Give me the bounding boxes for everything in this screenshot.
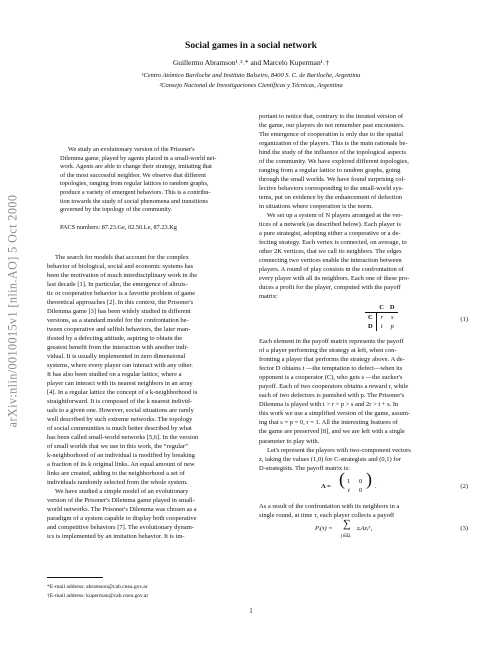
text-line: single round, at time τ, each player collects a payoff [259,511,395,519]
matrix-cell: 0 [359,477,363,485]
equation-3 [259,517,470,544]
text-line: We have studied a simple model of an evolutionary [55,488,189,496]
affiliation-1: ¹Centro Atómico Bariloche and Instituto Balseiro, 8400 S. C. de Bariloche, Argentina [141,72,361,79]
matrix-cell: 1 [347,477,351,485]
equation-number: (3) [460,524,468,532]
payoff-matrix-equation [259,303,470,333]
text-line: parameter to play with. [259,437,320,445]
text-line: duces a profit for the player, computed with the payoff [259,284,401,292]
left-paragraph [47,487,253,541]
abstract [60,146,248,215]
text-line: organization of the players. This is the main rationale be- [259,140,408,148]
eq2-tail: . [375,482,377,490]
matrix-cell: t [376,322,387,331]
text-line: Dilemma game [3] has been widely studied in different [47,308,191,316]
text-line: k-neighborhood of an individual is modified by breaking [47,452,195,460]
affiliation-2: ²Consejo Nacional de Investigaciones Científicas y Técnicas, Argentina [159,82,343,89]
paper-title: Social games in a social network [185,40,317,51]
text-line: and competitive behaviors [7]. The evolutionary dynam- [47,524,194,532]
text-line: ranging from a regular lattice to random graphs, going [259,167,401,175]
text-line: fecting strategy. Each vertex is connected, on average, to [259,239,407,247]
text-line: individuals randomly selected from the whole system. [47,479,188,487]
right-paragraph-5 [259,502,470,520]
eq3-lhs: Pᵢ(τ) = [315,524,333,532]
abstract-line: produce a variety of emergent behaviors. This is a contribu- [60,188,211,196]
text-line: been the motivation of much interdisciplinary work in the [47,272,198,280]
abstract-line: topologies, ranging from regular lattices to random graphs, [60,180,209,188]
text-line: a pure strategist, adopting either a cooperative or a de- [259,230,401,238]
text-line: Each element in the payoff matrix represents the payoff [259,338,404,346]
text-line: The emergence of cooperation is only due to the spatial [259,131,404,139]
text-line: It has also been studied on a regular lattice, where a [47,371,182,379]
text-line: [4]. In a regular lattice the concept of a k-neighborhood is [47,389,198,397]
text-line: other 2K vertices, that we call its neighbors. The edges [259,248,402,256]
text-line: Let's represent the players with two-component vectors [267,446,411,454]
matrix-cell: s [387,313,398,323]
text-line: of social communities is much better described by what [47,425,192,433]
matrix-cell: r [376,313,387,323]
text-line: portant to notice that, contrary to the iterated version of [259,113,404,120]
text-line: through the small worlds. We have found surprising col- [259,176,406,184]
text-line: We set up a system of N players arranged at the ver- [267,212,403,220]
matrix-header-c: C [379,304,384,312]
left-column [47,253,253,542]
abstract-line: work. Agents are able to change their strategy, imitating that [60,163,212,171]
text-line: fector D obtains t —the temptation to defect—when its [259,365,403,373]
abstract-line: tion towards the study of social phenomena and transitions [60,197,208,205]
footnote-1: *E-mail address: abramson@cab.cnea.gov.ar [47,584,148,590]
text-line: ifested by a defecting attitude, aspiring to obtain the [47,335,183,343]
text-line: the game are preserved [8], and we are left with a single [259,428,405,436]
text-line: this work we use a simplified version of the game, assum- [259,410,411,418]
sum-subscript: j∈Ωᵢ [341,533,351,539]
footnote-2: †E-mail address: kuperman@cab.cnea.gov.ar [47,593,149,599]
text-line: payoff. Each of two cooperators obtains a reward r, while [259,383,409,391]
text-line: tic or cooperative behavior is a favorite problem of game [47,290,196,298]
matrix-cell: t [348,486,350,494]
text-line: fronting a player that performs the strategy above. A de- [259,356,405,364]
text-line: vidual. It is usually implemented in zero dimensional [47,353,186,361]
text-line: straightforward. It is composed of the k nearest individ- [47,398,192,406]
footnote-rule [47,577,103,578]
text-line: hind the study of the influence of the topological aspects [259,149,407,157]
right-paren: ) [366,468,372,489]
text-line: of small worlds that we use in this work, the “regular” [47,443,188,451]
right-column [259,112,470,544]
eq2-lhs: A = [321,482,331,490]
text-line: every player with all its neighbors. Each one of these pro- [259,275,410,283]
text-line: versions, as a standard model for the confrontation be- [47,317,189,325]
abstract-line: governed by the topology of the community. [60,206,173,214]
matrix-row-label-d: D [368,323,373,331]
abstract-line: of the most successful neighbor. We observe that different [60,171,206,179]
text-line: z, taking the values (1,0) for C-strategists and (0,1) for [259,455,401,463]
text-line: As a result of the confrontation with its neighbors in a [259,502,400,510]
abstract-line: Dilemma game, played by agents placed in a small-world net- [60,154,217,162]
eq3-body: zᵢAzⱼᵀ, [357,524,373,532]
left-paren: ( [339,468,345,489]
text-line: world networks. The Prisoner's Dilemma was chosen as a [47,506,197,514]
text-line: matrix: [259,293,278,301]
author-line: Guillermo Abramson¹˒²˒* and Marcelo Kuperman¹˒† [172,58,330,67]
text-line: links are created, adding to the neighborhood a set of [47,470,185,478]
equation-number: (1) [460,316,468,324]
arxiv-identifier: arXiv:nlin/0010015v1 [nlin.AO] 5 Oct 2000 [5,194,20,428]
text-line: The search for models that account for the complex [55,254,189,261]
right-paragraph-1 [259,112,470,211]
text-line: systems, where every player can interact with any other. [47,362,193,370]
page-number: 1 [249,607,253,615]
left-paragraph [47,253,253,487]
text-line: player can interact with its nearest neighbors in an array [47,380,193,388]
text-line: last decade [1]. In particular, the emergence of altruis- [47,281,188,289]
text-line: Dilemma is played with t > r > p > s and 2r > t + s. In [259,401,399,409]
text-line: tices of a network (as described below). Each player is [259,221,401,229]
text-line: in situations where cooperation is the norm. [259,203,373,211]
abstract-line: We study an evolutionary version of the Prisoner's [68,146,195,153]
text-line: lective behaviors corresponding to the small-world sys- [259,185,404,193]
payoff-matrix [365,303,398,331]
text-line: a fraction of its k original links. An equal amount of new [47,461,195,469]
text-line: ing that s = p = 0, r = 1. All the interesting features of [259,419,398,427]
text-line: players. A round of play consists in the confrontation of [259,266,404,274]
right-paragraph-3 [259,337,470,445]
text-line: connecting two vertices enable the interaction between [259,257,402,265]
arxiv-sidebar [1,168,25,454]
text-line: D-strategists. The payoff matrix is: [259,464,350,472]
pacs-numbers: PACS numbers: 87.23.Ge, 02.50.Le, 87.23.Kg [60,224,177,231]
text-line: of a player performing the strategy at left, when con- [259,347,397,355]
text-line: tween cooperative and selfish behaviors, the later man- [47,326,191,334]
text-line: ics is implemented by an imitation behavior. It is im- [47,533,185,541]
right-paragraph-4 [259,446,470,473]
sum-symbol: ∑ [343,517,351,530]
text-line: the game, our players do not remember past encounters. [259,122,405,130]
text-line: uals to a given one. However, social situations are rarely [47,407,194,415]
text-line: greatest benefit from the interaction with another indi- [47,344,189,352]
text-line: each of two defectors is punished with p. The Prisoner's [259,392,405,400]
text-line: tems, put on evidence by the enhancement of defection [259,194,403,202]
text-line: behavior of biological, social and economic systems has [47,263,194,271]
matrix-cell: 0 [359,486,363,494]
text-line: opponent is a cooperator (C), who gets s —the sucker's [259,374,403,382]
text-line: theoretical approaches [2]. In this context, the Prisoner's [47,299,194,307]
text-line: well described by such extreme networks. The topology [47,416,193,424]
matrix-header-d: D [389,304,395,312]
right-paragraph-2 [259,211,470,301]
text-line: of the community. We have explored different topologies, [259,158,409,166]
text-line: paradigm of a system capable to display both cooperative [47,515,197,523]
matrix-cell: p [390,323,394,331]
text-line: version of the Prisoner's Dilemma game played in small- [47,497,195,505]
text-line: has been called small-world networks [5,6]. In the version [47,434,199,442]
matrix-row-label-c: C [365,313,376,323]
equation-number: (2) [460,482,468,490]
